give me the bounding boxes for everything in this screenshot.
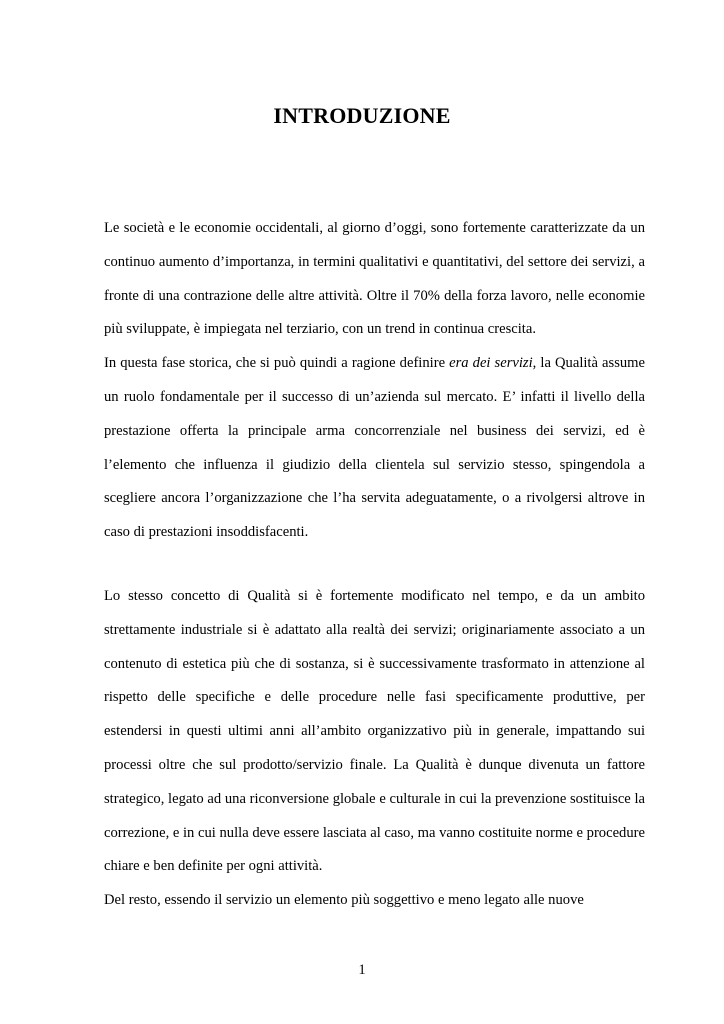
- page-title: INTRODUZIONE: [273, 103, 451, 128]
- page-number: 1: [358, 962, 366, 978]
- paragraph-1: Le società e le economie occidentali, al giorno d’oggi, sono fortemente caratterizzate da un continuo aumento d’importanza, in termini qualitativi e quantitativi, del settore dei servizi, a fronte di una contrazione delle altre attività. Oltre il 70% della forza lavoro, nelle economie più sviluppate, è impiegata nel terziario, con un trend in continua crescita.: [104, 220, 645, 338]
- paragraph-2-start: In questa fase storica, che si può quindi a ragione definire: [104, 355, 450, 372]
- paragraph-3: Lo stesso concetto di Qualità si è fortemente modificato nel tempo, e da un ambito strettamente industriale si è adattato alla realtà dei servizi; originariamente associato a un contenuto di estetica più che di sostanza, si è successivamente trasformato in attenzione al rispetto delle specifiche e delle procedure nelle fasi specificamente produttive, per estendersi in questi ultimi anni all’ambito organizzativo più in generale, impattando sui processi oltre che sul prodotto/servizio finale. La Qualità è dunque divenuta un fattore strategico, legato ad una riconversione globale e culturale in cui la prevenzione sostituisce la correzione, e in cui nulla deve essere lasciata al caso, ma vanno costituite norme e procedure chiare e ben definite per ogni attività.: [104, 588, 645, 875]
- section-quality: [104, 580, 645, 918]
- paragraph-2-emphasis: era dei servizi: [449, 355, 533, 372]
- paragraph-2-end: , la Qualità assume un ruolo fondamentale per il successo di un’azienda sul mercato. E’ infatti il livello della prestazione offerta la principale arma concorrenziale nel business dei servizi, ed è l’elemento che influenza il giudizio della clientela sul servizio stesso, spingendola a scegliere ancora l’organizzazione che l’ha servita adeguatamente, o a rivolgersi altrove in caso di prestazioni insoddisfacenti.: [104, 355, 646, 541]
- paragraph-2: [104, 347, 645, 550]
- paragraph-4: Del resto, essendo il servizio un elemento più soggettivo e meno legato alle nuove: [104, 892, 584, 909]
- section-intro: [104, 212, 645, 550]
